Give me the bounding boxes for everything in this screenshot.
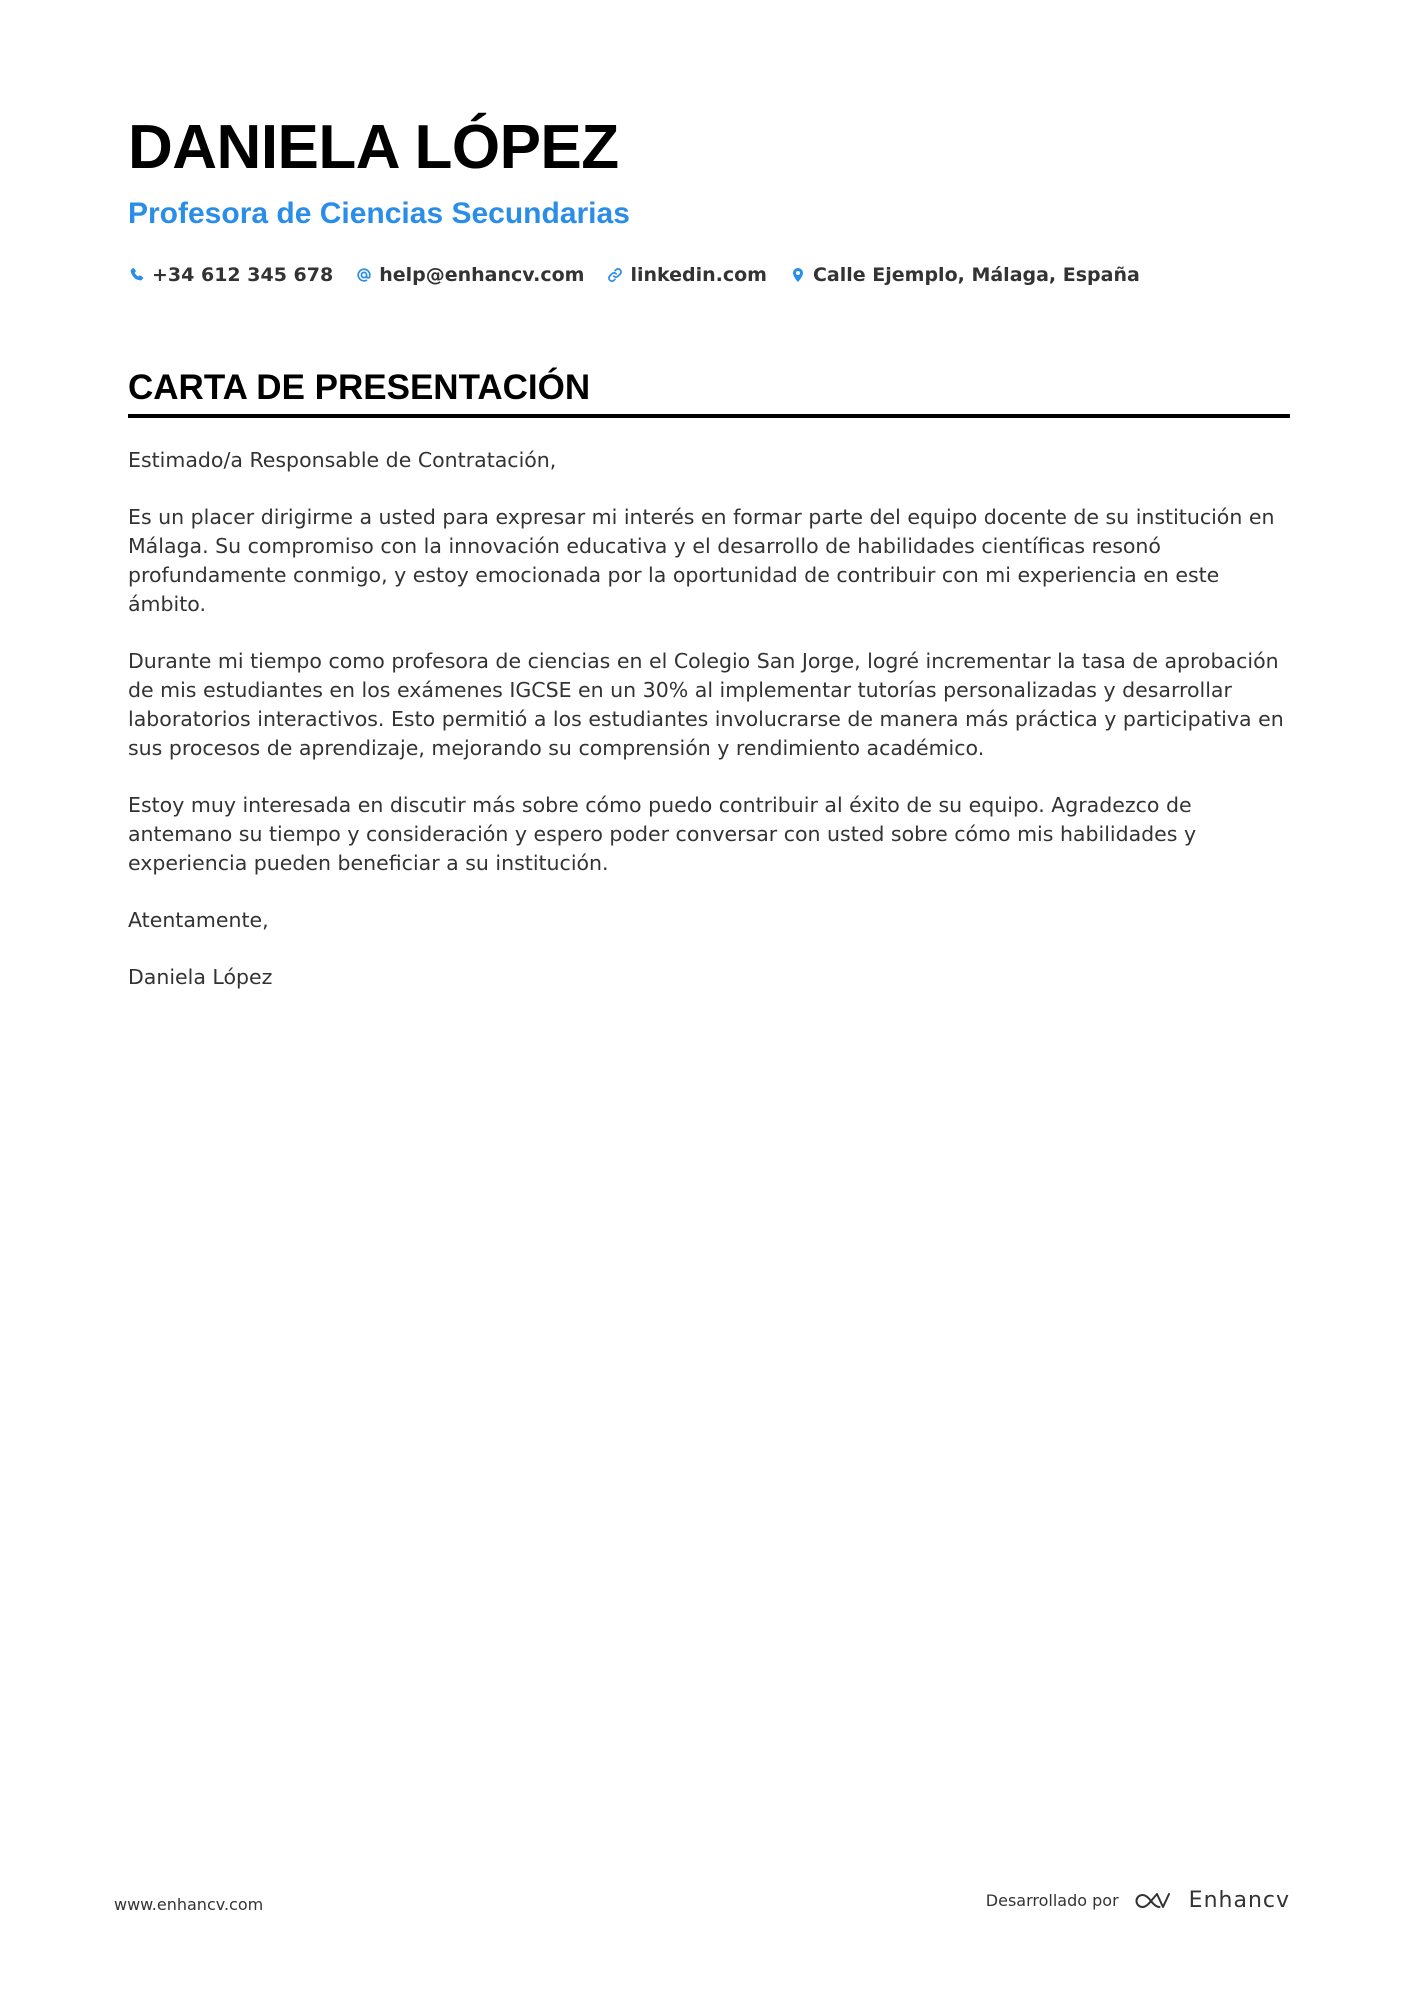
letter-paragraph: Estoy muy interesada en discutir más sobre cómo puedo contribuir al éxito de su equipo. Agradezco de antemano su tiempo y consideración y espero poder conversar con usted sobre cómo mis habilidades y experiencia pueden beneficiar a su institución. (128, 793, 1197, 875)
location-pin-icon (789, 265, 807, 285)
linkedin-text[interactable]: linkedin.com (630, 264, 767, 286)
footer-branding (986, 1888, 1290, 1913)
brand-name: Enhancv (1188, 1888, 1290, 1913)
contact-email[interactable] (355, 264, 584, 286)
letter-greeting: Estimado/a Responsable de Contratación, (128, 448, 557, 472)
contact-linkedin[interactable] (606, 264, 767, 286)
letter-paragraph: Es un placer dirigirme a usted para expresar mi interés en formar parte del equipo docente de su institución en Málaga. Su compromiso con la innovación educativa y el desarrollo de habilidades científicas resonó profundamente conmigo, y estoy emocionada por la oportunidad de contribuir con mi experiencia en este ámbito. (128, 505, 1275, 616)
section-title: CARTA DE PRESENTACIÓN (128, 366, 1290, 418)
job-title: Profesora de Ciencias Secundarias (128, 197, 630, 230)
header (128, 108, 1290, 290)
letter-closing: Atentamente, (128, 908, 269, 932)
applicant-name: DANIELA LÓPEZ (128, 113, 619, 182)
contact-location (789, 264, 1140, 286)
location-text: Calle Ejemplo, Málaga, España (812, 264, 1140, 286)
letter-signature: Daniela López (128, 965, 273, 989)
letter-paragraph: Durante mi tiempo como profesora de ciencias en el Colegio San Jorge, logré incrementar la tasa de aprobación de mis estudiantes en los exámenes IGCSE en un 30% al implementar tutorías personalizadas y desarrollar laboratorios interactivos. Esto permitió a los estudiantes involucrarse de manera más práctica y participativa en sus procesos de aprendizaje, mejorando su comprensión y rendimiento académico. (128, 649, 1284, 760)
letter-body (128, 446, 1290, 992)
phone-icon (128, 265, 146, 285)
email-text[interactable]: help@enhancv.com (379, 264, 585, 286)
powered-by-label: Desarrollado por (985, 1891, 1119, 1910)
contact-bar (128, 260, 1290, 290)
footer-website[interactable]: www.enhancv.com (114, 1895, 264, 1914)
enhancv-logo-icon (1131, 1889, 1177, 1913)
phone-text: +34 612 345 678 (152, 264, 334, 286)
link-icon (606, 265, 624, 285)
at-icon (355, 265, 373, 285)
cover-letter-section (128, 366, 1290, 1020)
contact-phone (128, 264, 333, 286)
